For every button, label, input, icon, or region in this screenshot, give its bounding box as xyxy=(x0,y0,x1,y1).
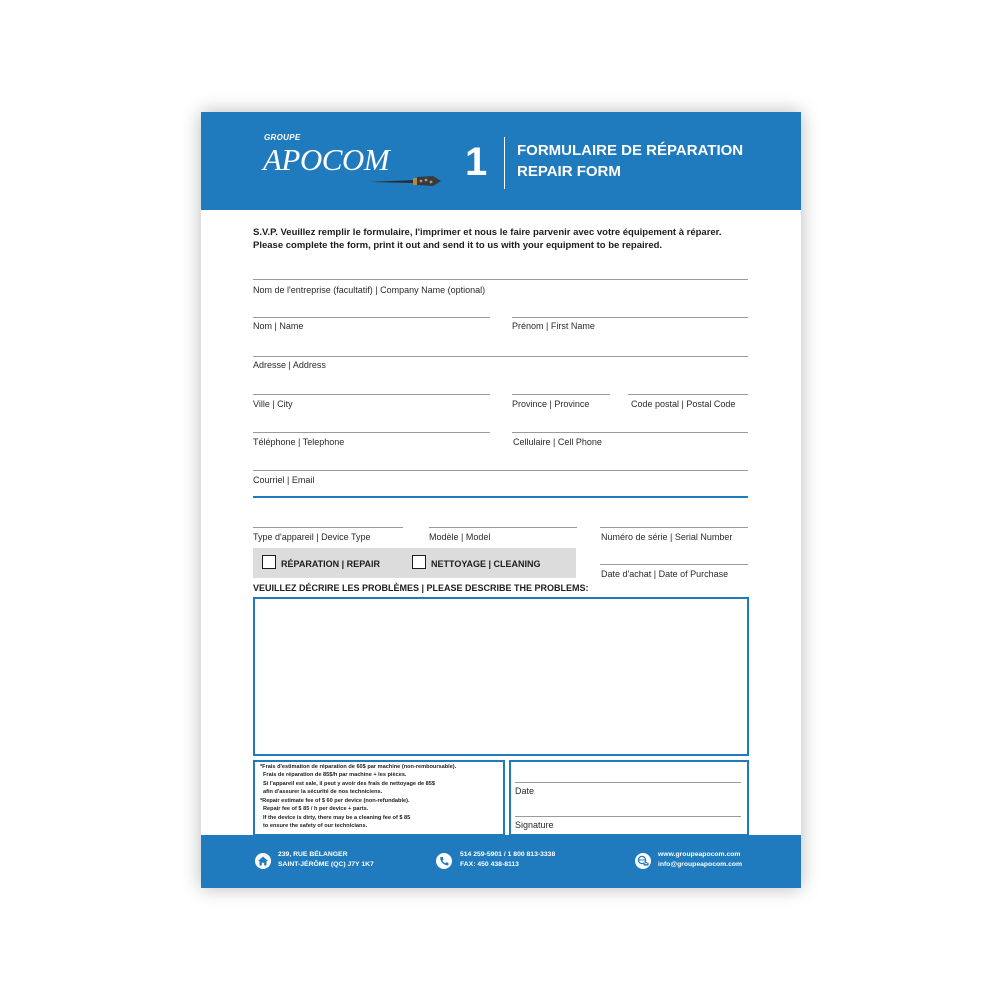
email-field[interactable] xyxy=(253,470,748,471)
footer-website[interactable]: www.groupeapocom.com xyxy=(658,851,741,858)
form-number: 1 xyxy=(465,140,488,184)
email-label: Courriel | Email xyxy=(253,475,315,485)
logo-tool-icon xyxy=(369,174,441,188)
footer-email[interactable]: info@groupeapocom.com xyxy=(658,861,743,868)
footer-phone-line1: 514 259-5901 / 1 800 813-3338 xyxy=(460,851,556,858)
city-field[interactable] xyxy=(253,394,490,395)
first-name-label: Prénom | First Name xyxy=(512,321,595,331)
postal-code-field[interactable] xyxy=(628,394,748,395)
footer-address-line2: SAINT-JÉRÔME (QC) J7Y 1K7 xyxy=(278,861,374,868)
fee-note: Si l'appareil est sale, il peut y avoir des frais de nettoyage de 85$ xyxy=(263,781,436,787)
address-field[interactable] xyxy=(253,356,748,357)
form-header xyxy=(201,112,801,210)
fees-notes-box xyxy=(253,760,505,836)
cell-phone-field[interactable] xyxy=(512,432,748,433)
intro-fr: S.V.P. Veuillez remplir le formulaire, l'imprimer et nous le faire parvenir avec votre équipement à réparer. xyxy=(253,227,722,238)
fee-note: If the device is dirty, there may be a cleaning fee of $ 85 xyxy=(263,815,411,821)
signature-label: Signature xyxy=(515,820,554,830)
footer-phone-line2: FAX: 450 438-8113 xyxy=(460,861,519,868)
cleaning-checkbox[interactable] xyxy=(412,555,426,569)
name-label: Nom | Name xyxy=(253,321,304,331)
city-label: Ville | City xyxy=(253,399,293,409)
serial-number-field[interactable] xyxy=(600,527,748,528)
postal-code-label: Code postal | Postal Code xyxy=(631,399,736,409)
repair-checkbox[interactable] xyxy=(262,555,276,569)
repair-checkbox-label: RÉPARATION | REPAIR xyxy=(281,559,381,569)
province-field[interactable] xyxy=(512,394,610,395)
serial-number-label: Numéro de série | Serial Number xyxy=(601,532,733,542)
fee-note: *Repair estimate fee of $ 60 per device (non-refundable). xyxy=(260,798,410,804)
company-field[interactable] xyxy=(253,279,748,280)
form-footer xyxy=(201,835,801,888)
phone-icon xyxy=(436,853,452,869)
name-field[interactable] xyxy=(253,317,490,318)
logo-apocom: APOCOM xyxy=(263,142,390,177)
cleaning-checkbox-label: NETTOYAGE | CLEANING xyxy=(431,559,541,569)
signature-field[interactable] xyxy=(515,816,741,817)
date-label: Date xyxy=(515,786,535,796)
fee-note: afin d'assurer la sécurité de nos techniciens. xyxy=(263,789,383,795)
device-type-label: Type d'appareil | Device Type xyxy=(253,532,371,542)
date-signature-box xyxy=(509,760,749,836)
purchase-date-field[interactable] xyxy=(600,564,748,565)
model-field[interactable] xyxy=(429,527,577,528)
section-separator xyxy=(253,496,748,498)
fee-note: Frais de réparation de 85$/h par machine + les pièces. xyxy=(263,772,407,778)
province-label: Province | Province xyxy=(512,399,590,409)
title-fr: FORMULAIRE DE RÉPARATION xyxy=(517,142,744,159)
cell-phone-label: Cellulaire | Cell Phone xyxy=(513,437,602,447)
home-icon xyxy=(255,853,271,869)
model-label: Modèle | Model xyxy=(429,532,491,542)
header-divider xyxy=(504,137,505,189)
purchase-date-label: Date d'achat | Date of Purchase xyxy=(601,569,729,579)
logo-group-text: GROUPE xyxy=(264,133,301,142)
address-label: Adresse | Address xyxy=(253,360,326,370)
fee-note: to ensure the safety of our technicians. xyxy=(263,823,368,829)
title-en: REPAIR FORM xyxy=(517,163,621,180)
company-label: Nom de l'entreprise (facultatif) | Company Name (optional) xyxy=(253,285,486,295)
globe-mail-icon xyxy=(635,853,651,869)
footer-address-line1: 239, RUE BÉLANGER xyxy=(278,851,348,858)
problems-textarea[interactable] xyxy=(253,597,749,756)
repair-form-sheet xyxy=(201,112,801,888)
date-field[interactable] xyxy=(515,782,741,783)
problems-title: VEUILLEZ DÉCRIRE LES PROBLÈMES | PLEASE DESCRIBE THE PROBLEMS: xyxy=(253,583,589,593)
fee-note: *Frais d'estimation de réparation de 60$ par machine (non-remboursable). xyxy=(260,764,457,770)
phone-label: Téléphone | Telephone xyxy=(253,437,345,447)
first-name-field[interactable] xyxy=(512,317,748,318)
fee-note: Repair fee of $ 85 / h per device + parts. xyxy=(263,806,369,812)
device-type-field[interactable] xyxy=(253,527,403,528)
intro-en: Please complete the form, print it out and send it to us with your equipment to be repaired. xyxy=(253,240,663,251)
phone-field[interactable] xyxy=(253,432,490,433)
